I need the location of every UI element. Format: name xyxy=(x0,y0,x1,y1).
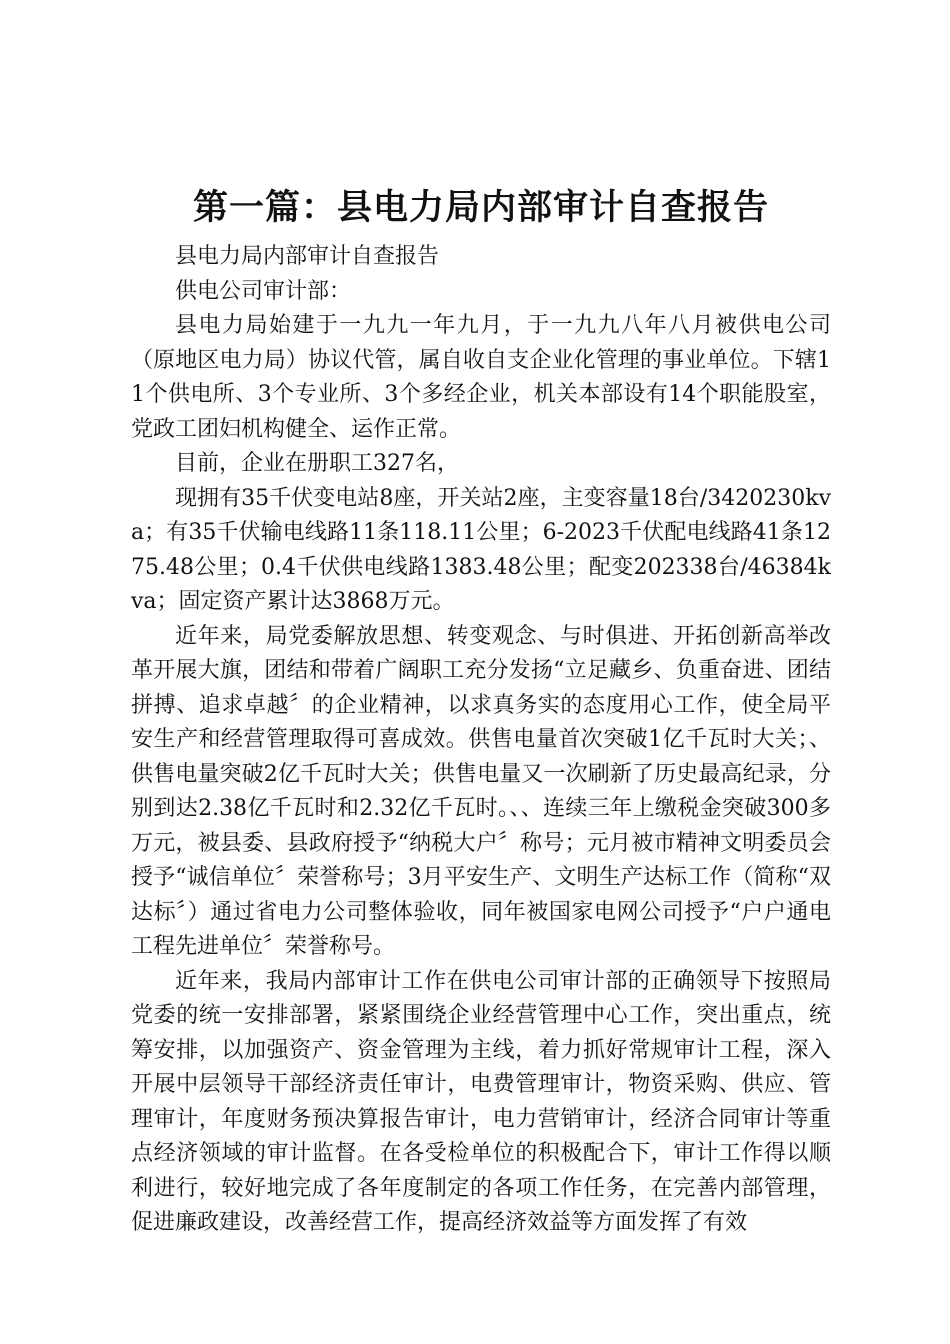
document-page xyxy=(131,180,831,1241)
paragraph-audit-work: 近年来，我局内部审计工作在供电公司审计部的正确领导下按照局党委的统一安排部署，紧紧围绕企业经营管理中心工作，突出重点，统筹安排，以加强资产、资金管理为主线，着力抓好常规审计工程，深入开展中层领导干部经济责任审计，电费管理审计，物资采购、供应、管理审计，年度财务预决算报告审计，电力营销审计，经济合同审计等重点经济领域的审计监督。在各受检单位的积极配合下，审计工作得以顺利进行，较好地完成了各年度制定的各项工作任务，在完善内部管理，促进廉政建设，改善经营工作，提高经济效益等方面发挥了有效 xyxy=(131,968,831,1235)
paragraph-history: 县电力局始建于一九九一年九月，于一九九八年八月被供电公司（原地区电力局）协议代管，属自收自支企业化管理的事业单位。下辖11个供电所、3个专业所、3个多经企业，机关本部设有14个职能股室，党政工团妇机构健全、运作正常。 xyxy=(131,313,831,442)
paragraph-staff: 目前，企业在册职工327名， xyxy=(175,451,459,476)
paragraph-achievements: 近年来，局党委解放思想、转变观念、与时俱进、开拓创新高举改革开展大旗，团结和带着广阔职工充分发扬“立足藏乡、负重奋进、团结拼搏、追求卓越〞的企业精神，以求真务实的态度用心工作，使全局平安生产和经营管理取得可喜成效。供售电量首次突破1亿千瓦时大关；、供售电量突破2亿千瓦时大关；供售电量又一次刷新了历史最高纪录，分别到达2.38亿千瓦时和2.32亿千瓦时。、、连续三年上缴税金突破300多万元，被县委、县政府授予“纳税大户〞称号；元月被市精神文明委员会授予“诚信单位〞荣誉称号；3月平安生产、文明生产达标工作（简称“双达标〞）通过省电力公司整体验收，同年被国家电网公司授予“户户通电工程先进单位〞荣誉称号。 xyxy=(131,623,831,959)
paragraph-facilities: 现拥有35千伏变电站8座，开关站2座，主变容量18台/3420230kva；有35千伏输电线路11条118.11公里；6-2023千伏配电线路41条1275.48公里；0.4千伏供电线路1383.48公里；配变202338台/46384kva；固定资产累计达3868万元。 xyxy=(131,485,831,614)
document-title: 第一篇：县电力局内部审计自查报告 xyxy=(192,188,769,228)
paragraph-addressee: 供电公司审计部： xyxy=(175,278,352,304)
paragraph-subtitle: 县电力局内部审计自查报告 xyxy=(175,244,440,269)
